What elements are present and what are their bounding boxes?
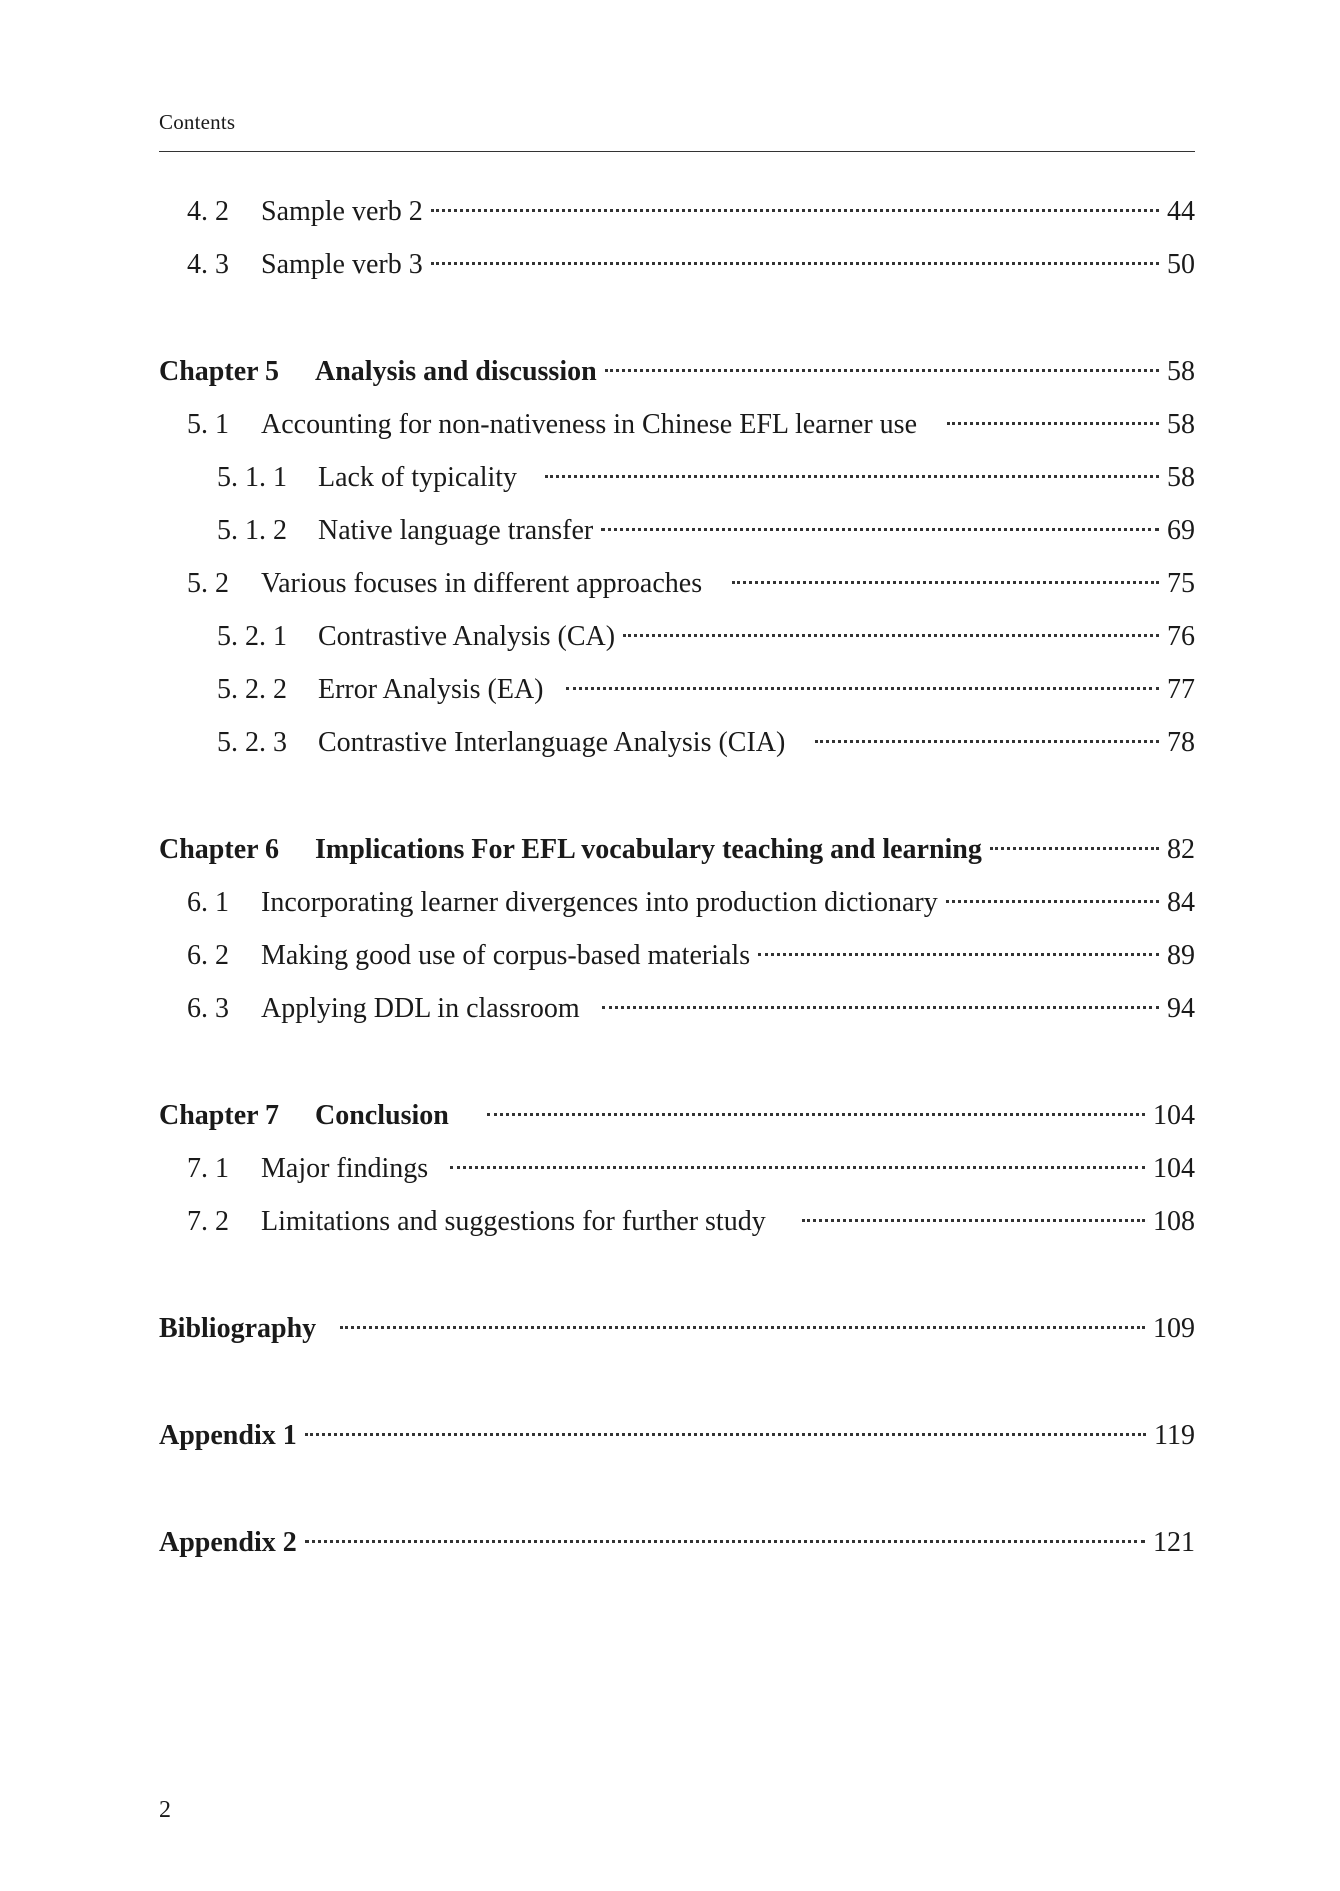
toc-entry[interactable] <box>159 511 1195 551</box>
toc-entry-page: 50 <box>1167 249 1195 280</box>
toc-entry-title: Appendix 1 <box>159 1420 297 1451</box>
toc-chapter-entry[interactable] <box>159 830 1195 870</box>
toc-entry-title: Sample verb 3 <box>261 249 423 280</box>
toc-chapter-entry[interactable] <box>159 1309 1195 1349</box>
toc-entry-number: 6. 1 <box>187 887 229 918</box>
dot-leader <box>545 475 1159 478</box>
dot-leader <box>305 1433 1146 1436</box>
toc-entry[interactable] <box>159 1202 1195 1242</box>
toc-entry-page: 104 <box>1153 1153 1195 1184</box>
toc-entry-page: 58 <box>1167 356 1195 387</box>
toc-entry-number: 7. 1 <box>187 1153 229 1184</box>
dot-leader <box>431 209 1159 212</box>
toc-entry-title: Native language transfer <box>318 515 594 546</box>
toc-entry-title: Various focuses in different approaches <box>261 568 703 599</box>
toc-entry[interactable] <box>159 405 1195 445</box>
toc-entry-page: 75 <box>1167 568 1195 599</box>
dot-leader <box>802 1219 1145 1222</box>
toc-entry-title: Limitations and suggestions for further study <box>261 1206 766 1237</box>
toc-entry[interactable] <box>159 192 1195 232</box>
toc-chapter-entry[interactable] <box>159 1096 1195 1136</box>
toc-entry-title: Contrastive Analysis (CA) <box>318 621 616 652</box>
running-head: Contents <box>159 110 236 134</box>
toc-entry[interactable] <box>159 989 1195 1029</box>
toc-entry-page: 76 <box>1167 621 1195 652</box>
toc-entry-number: Chapter 6 <box>159 834 280 865</box>
toc-entry-page: 44 <box>1167 196 1195 227</box>
dot-leader <box>605 369 1159 372</box>
toc-entry-title: Implications For EFL vocabulary teaching and learning <box>315 834 982 865</box>
dot-leader <box>947 422 1159 425</box>
dot-leader <box>758 953 1159 956</box>
toc-entry-title: Analysis and discussion <box>315 356 597 387</box>
toc-chapter-entry[interactable] <box>159 1523 1195 1563</box>
dot-leader <box>305 1540 1145 1543</box>
toc-entry-number: 6. 2 <box>187 940 229 971</box>
toc-entry[interactable] <box>159 458 1195 498</box>
toc-entry-page: 109 <box>1153 1313 1195 1344</box>
toc-entry-title: Applying DDL in classroom <box>261 993 580 1024</box>
toc-entry-page: 104 <box>1153 1100 1195 1131</box>
toc-entry[interactable] <box>159 564 1195 604</box>
dot-leader <box>487 1113 1145 1116</box>
dot-leader <box>946 900 1159 903</box>
toc-entry-page: 119 <box>1154 1420 1195 1451</box>
toc-entry-number: 5. 2. 2 <box>217 674 287 705</box>
toc-entry-title: Conclusion <box>315 1100 449 1131</box>
toc-entry[interactable] <box>159 617 1195 657</box>
toc-entry-number: 5. 2 <box>187 568 229 599</box>
toc-entry-title: Contrastive Interlanguage Analysis (CIA) <box>318 727 786 758</box>
toc-entry-number: Chapter 5 <box>159 356 280 387</box>
toc-entry-number: 6. 3 <box>187 993 229 1024</box>
toc-entry-page: 84 <box>1167 887 1195 918</box>
toc-entry-page: 121 <box>1153 1527 1195 1558</box>
dot-leader <box>431 262 1159 265</box>
dot-leader <box>566 687 1159 690</box>
toc-entry-number: 5. 2. 3 <box>217 727 287 758</box>
toc-entry-number: 4. 2 <box>187 196 229 227</box>
toc-entry-number: 5. 1. 1 <box>217 462 287 493</box>
toc-entry[interactable] <box>159 723 1195 763</box>
toc-chapter-entry[interactable] <box>159 1416 1195 1456</box>
toc-entry-title: Making good use of corpus-based materials <box>261 940 751 971</box>
page-number: 2 <box>159 1797 171 1823</box>
toc-entry-page: 69 <box>1167 515 1195 546</box>
table-of-contents <box>159 0 1195 1891</box>
dot-leader <box>450 1166 1145 1169</box>
toc-entry-page: 58 <box>1167 462 1195 493</box>
toc-entry-number: 5. 1. 2 <box>217 515 287 546</box>
toc-entry-title: Appendix 2 <box>159 1527 297 1558</box>
toc-entry-title: Lack of typicality <box>318 462 518 493</box>
dot-leader <box>623 634 1159 637</box>
dot-leader <box>815 740 1159 743</box>
dot-leader <box>732 581 1159 584</box>
toc-entry-number: Chapter 7 <box>159 1100 280 1131</box>
toc-entry[interactable] <box>159 1149 1195 1189</box>
toc-entry-title: Error Analysis (EA) <box>318 674 544 705</box>
toc-entry[interactable] <box>159 883 1195 923</box>
dot-leader <box>990 847 1159 850</box>
toc-entry-title: Bibliography <box>159 1313 317 1344</box>
toc-entry-page: 89 <box>1167 940 1195 971</box>
toc-entry-title: Sample verb 2 <box>261 196 423 227</box>
toc-entry[interactable] <box>159 936 1195 976</box>
dot-leader <box>602 1006 1159 1009</box>
dot-leader <box>601 528 1159 531</box>
toc-entry-title: Incorporating learner divergences into production dictionary <box>261 887 938 918</box>
toc-entry-number: 7. 2 <box>187 1206 229 1237</box>
toc-entry-number: 5. 1 <box>187 409 229 440</box>
toc-entry-page: 94 <box>1167 993 1195 1024</box>
toc-entry-page: 108 <box>1153 1206 1195 1237</box>
toc-entry[interactable] <box>159 670 1195 710</box>
toc-entry-number: 5. 2. 1 <box>217 621 287 652</box>
dot-leader <box>340 1326 1145 1329</box>
toc-entry-title: Accounting for non-nativeness in Chinese EFL learner use <box>261 409 918 440</box>
toc-entry-number: 4. 3 <box>187 249 229 280</box>
toc-chapter-entry[interactable] <box>159 352 1195 392</box>
toc-entry-page: 58 <box>1167 409 1195 440</box>
toc-entry-title: Major findings <box>261 1153 429 1184</box>
toc-entry[interactable] <box>159 245 1195 285</box>
toc-entry-page: 77 <box>1167 674 1195 705</box>
toc-entry-page: 82 <box>1167 834 1195 865</box>
toc-entry-page: 78 <box>1167 727 1195 758</box>
